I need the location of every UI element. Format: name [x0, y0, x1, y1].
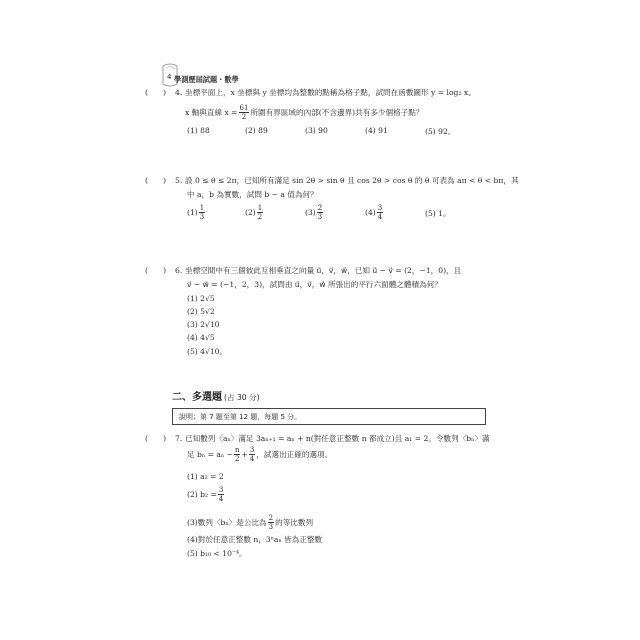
fraction-denominator: 2	[241, 113, 247, 121]
fraction-numerator: 3	[377, 204, 383, 212]
choice-1[interactable]	[187, 204, 206, 221]
question-text: 設 0 ≤ θ ≤ 2π，已知所有滿足 sin 2θ > sin θ 且 cos 2θ > cos θ 的 θ 可表為 aπ < θ < bπ，其	[185, 176, 519, 185]
fraction-numerator: n	[234, 446, 240, 454]
choice-text: (2) b₂ =	[187, 489, 217, 499]
section-score: (占 30 分)	[224, 393, 260, 402]
fraction-numerator: 1	[257, 204, 263, 212]
fraction	[234, 446, 241, 463]
choice-3[interactable]	[187, 514, 313, 531]
question-text-line2	[185, 104, 423, 121]
text-segment: x 軸與直線 x =	[185, 107, 238, 117]
text-segment: 所圍有界區域的內部(不含邊界)共有多少個格子點？	[250, 107, 424, 117]
choice-1[interactable]: (1) 2√5	[187, 294, 215, 303]
choice-label: (1)	[187, 207, 198, 217]
fraction-denominator: 4	[218, 495, 224, 503]
question-number: 6.	[175, 266, 183, 275]
question-number: 7.	[175, 434, 183, 443]
fraction-numerator: 1	[199, 204, 205, 212]
question-number: 5.	[175, 176, 183, 185]
choice-3[interactable]: (3) 90	[305, 126, 328, 135]
question-text-line2: v⃗ − w⃗ = (−1，2，3)，試問由 u⃗，v⃗，w⃗ 所張出的平行六面體之體積為何？	[187, 280, 442, 289]
text-segment: 足 bₙ = aₙ −	[187, 449, 233, 459]
question-number: 4.	[175, 88, 183, 97]
choice-2[interactable]	[245, 204, 264, 221]
choice-5[interactable]: (5) 92。	[425, 127, 456, 136]
question-text-line2: 中 a，b 為實數，試問 b − a 值為何？	[187, 190, 318, 199]
fraction	[239, 104, 250, 121]
fraction-denominator: 2	[234, 455, 240, 463]
fraction-numerator: 2	[317, 204, 323, 212]
answer-paren[interactable]: ( )	[145, 176, 167, 185]
choice-1[interactable]: (1) a₂ = 2	[187, 472, 224, 481]
question-text: 坐標空間中有三個彼此互相垂直之向量 u⃗，v⃗，w⃗，已知 u⃗ − v⃗ = (2，−1，0)，且	[185, 266, 462, 275]
fraction-denominator: 4	[249, 455, 255, 463]
question-text: 坐標平面上，x 坐標與 y 坐標均為整數的點稱為格子點，試問在函數圖形 y = log₂ x、	[185, 88, 476, 97]
text-segment: ，試選出正確的選項。	[256, 449, 333, 459]
choice-1[interactable]: (1) 88	[187, 126, 210, 135]
answer-paren[interactable]: ( )	[145, 434, 167, 443]
choice-4[interactable]: (4) 4√5	[187, 333, 215, 342]
choice-3[interactable]: (3) 2√10	[187, 320, 220, 329]
instruction-box	[172, 408, 486, 425]
choice-label: (4)	[365, 207, 376, 217]
choice-5[interactable]: (5) 4√10。	[187, 347, 228, 356]
fraction	[377, 204, 383, 221]
section-heading	[172, 388, 260, 403]
choice-4[interactable]	[365, 204, 384, 221]
choice-3[interactable]	[305, 204, 324, 221]
page-header	[160, 62, 280, 90]
fraction	[257, 204, 263, 221]
page-number: 4	[167, 73, 172, 81]
fraction	[268, 514, 274, 531]
choice-2[interactable]	[187, 486, 225, 503]
fraction-numerator: 61	[239, 104, 249, 112]
choice-4[interactable]: (4)對於任意正整數 n，3ⁿaₙ 皆為正整數	[187, 535, 323, 544]
book-title: 學測歷屆試題・數學	[174, 75, 239, 84]
fraction	[199, 204, 205, 221]
fraction-numerator: 3	[218, 486, 224, 494]
fraction	[249, 446, 255, 463]
choice-2[interactable]: (2) 89	[245, 126, 268, 135]
choice-2[interactable]: (2) 5√2	[187, 307, 215, 316]
question-text-line2	[187, 446, 332, 463]
choice-label: (2)	[245, 207, 256, 217]
question-text: 已知數列〈aₙ〉滿足 3aₙ₊₁ = aₙ + n(對任意正整數 n 都成立)且 a₁ = 2。令數列〈bₙ〉滿	[185, 434, 490, 443]
instruction-text: 說明：第 7 題至第 12 題，每題 5 分。	[179, 413, 302, 421]
fraction-denominator: 3	[317, 213, 323, 221]
choice-text: (3)數列〈bₙ〉是公比為	[187, 517, 267, 527]
section-title: 二、多選題	[172, 392, 222, 403]
fraction-denominator: 4	[377, 213, 383, 221]
choice-text: 的等比數列	[275, 517, 314, 527]
fraction-denominator: 2	[257, 213, 263, 221]
fraction	[317, 204, 323, 221]
answer-paren[interactable]: ( )	[145, 88, 167, 97]
choice-label: (3)	[305, 207, 316, 217]
fraction-denominator: 3	[268, 523, 274, 531]
choice-5[interactable]: (5) 1。	[425, 209, 451, 218]
choice-4[interactable]: (4) 91	[365, 126, 388, 135]
text-segment: +	[241, 449, 248, 459]
fraction-denominator: 3	[199, 213, 205, 221]
choice-5[interactable]: (5) b₁₀ < 10⁻⁴。	[187, 549, 247, 558]
fraction-numerator: 3	[249, 446, 255, 454]
fraction-numerator: 2	[268, 514, 274, 522]
fraction	[218, 486, 224, 503]
answer-paren[interactable]: ( )	[145, 266, 167, 275]
